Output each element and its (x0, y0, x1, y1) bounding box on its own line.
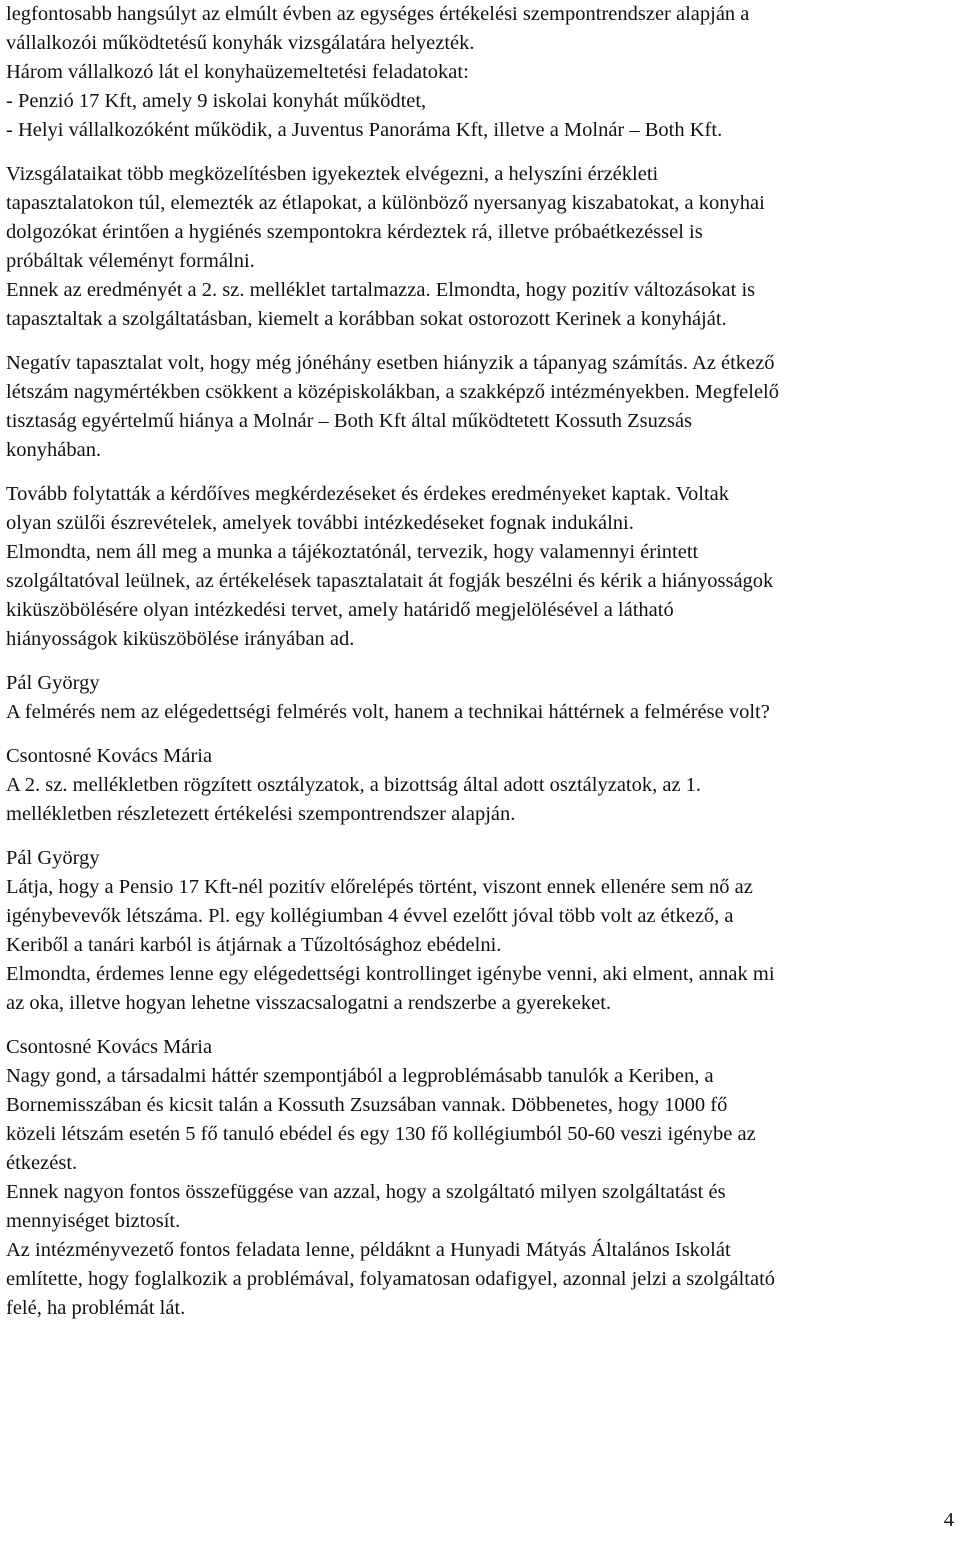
text-line: Tovább folytatták a kérdőíves megkérdezéseket és érdekes eredményeket kaptak. Voltak (6, 483, 729, 505)
text-line: Vizsgálataikat több megközelítésben igyekeztek elvégezni, a helyszíni érzékleti (6, 163, 659, 185)
text-line: szolgáltatóval leülnek, az értékelések tapasztalatait át fogják beszélni és kérik a hiányosságok (6, 570, 774, 592)
text-line: Keriből a tanári karból is átjárnak a Tűzoltósághoz ebédelni. (6, 934, 502, 956)
paragraph-gap (6, 829, 956, 844)
text-line: Látja, hogy a Pensio 17 Kft-nél pozitív előrelépés történt, viszont ennek ellenére sem nő az (6, 876, 753, 898)
text-line: A felmérés nem az elégedettségi felmérés volt, hanem a technikai háttérnek a felmérése volt? (6, 701, 770, 723)
text-line: létszám nagymértékben csökkent a középiskolákban, a szakképző intézményekben. Megfelelő (6, 381, 780, 403)
paragraph-gap (6, 1018, 956, 1033)
text-line: Pál György (6, 672, 100, 694)
paragraph-gap (6, 145, 956, 160)
text-line: kiküszöbölésére olyan intézkedési tervet, amely határidő megjelölésével a látható (6, 599, 674, 621)
text-line: A 2. sz. mellékletben rögzített osztályzatok, a bizottság által adott osztályzatok, az 1. (6, 774, 702, 796)
document-page (6, 0, 956, 1323)
text-line: hiányosságok kiküszöbölése irányában ad. (6, 628, 355, 650)
text-line: Negatív tapasztalat volt, hogy még jónéhány esetben hiányzik a tápanyag számítás. Az étkező (6, 352, 775, 374)
text-line: az oka, illetve hogyan lehetne visszacsalogatni a rendszerbe a gyerekeket. (6, 992, 612, 1014)
text-line: tapasztalatokon túl, elemezték az étlapokat, a különböző nyersanyag kiszabatokat, a konyhai (6, 192, 765, 214)
paragraph-gap (6, 727, 956, 742)
text-line: Ennek nagyon fontos összefüggése van azzal, hogy a szolgáltató milyen szolgáltatást és (6, 1181, 726, 1203)
text-line: tisztaság egyértelmű hiánya a Molnár – Both Kft által működtetett Kossuth Zsuzsás (6, 410, 693, 432)
text-line: tapasztaltak a szolgáltatásban, kiemelt a korábban sokat ostorozott Kerinek a konyháját. (6, 308, 727, 330)
text-line: vállalkozói működtetésű konyhák vizsgálatára helyezték. (6, 32, 475, 54)
text-line: - Penzió 17 Kft, amely 9 iskolai konyhát működtet, (6, 90, 427, 112)
text-line: Elmondta, nem áll meg a munka a tájékoztatónál, tervezik, hogy valamennyi érintett (6, 541, 699, 563)
text-line: mellékletben részletezett értékelési szempontrendszer alapján. (6, 803, 516, 825)
text-line: Az intézményvezető fontos feladata lenne, példáknt a Hunyadi Mátyás Általános Iskolát (6, 1239, 731, 1261)
text-line: felé, ha problémát lát. (6, 1297, 186, 1319)
text-line: Csontosné Kovács Mária (6, 745, 213, 767)
text-line: Ennek az eredményét a 2. sz. melléklet tartalmazza. Elmondta, hogy pozitív változásokat is (6, 279, 756, 301)
text-line: Elmondta, érdemes lenne egy elégedettségi kontrollinget igénybe venni, aki elment, annak mi (6, 963, 775, 985)
text-line: Nagy gond, a társadalmi háttér szempontjából a legproblémásabb tanulók a Keriben, a (6, 1065, 714, 1087)
text-line: közeli létszám esetén 5 fő tanuló ebédel és egy 130 fő kollégiumból 50-60 veszi igénybe az (6, 1123, 756, 1145)
text-line: olyan szülői észrevételek, amelyek további intézkedéseket fognak indukálni. (6, 512, 634, 534)
text-line: Csontosné Kovács Mária (6, 1036, 213, 1058)
paragraph-gap (6, 654, 956, 669)
text-line: dolgozókat érintően a hygiénés szempontokra kérdeztek rá, illetve próbaétkezéssel is (6, 221, 703, 243)
text-line: konyhában. (6, 439, 102, 461)
paragraph-gap (6, 334, 956, 349)
text-line: étkezést. (6, 1152, 78, 1174)
text-line: igénybevevők létszáma. Pl. egy kollégiumban 4 évvel ezelőtt jóval több volt az étkező, a (6, 905, 734, 927)
paragraph-gap (6, 465, 956, 480)
text-line: próbáltak véleményt formálni. (6, 250, 255, 272)
text-line: Pál György (6, 847, 100, 869)
text-line: legfontosabb hangsúlyt az elmúlt évben az egységes értékelési szempontrendszer alapján a (6, 3, 750, 25)
page-number: 4 (943, 1509, 954, 1531)
text-line: Bornemisszában és kicsit talán a Kossuth Zsuzsában vannak. Döbbenetes, hogy 1000 fő (6, 1094, 728, 1116)
text-line: mennyiséget biztosít. (6, 1210, 181, 1232)
text-line: említette, hogy foglalkozik a problémával, folyamatosan odafigyel, azonnal jelzi a szolgáltató (6, 1268, 776, 1290)
text-line: Három vállalkozó lát el konyhaüzemeltetési feladatokat: (6, 61, 469, 83)
text-line: - Helyi vállalkozóként működik, a Juventus Panoráma Kft, illetve a Molnár – Both Kft. (6, 119, 723, 141)
